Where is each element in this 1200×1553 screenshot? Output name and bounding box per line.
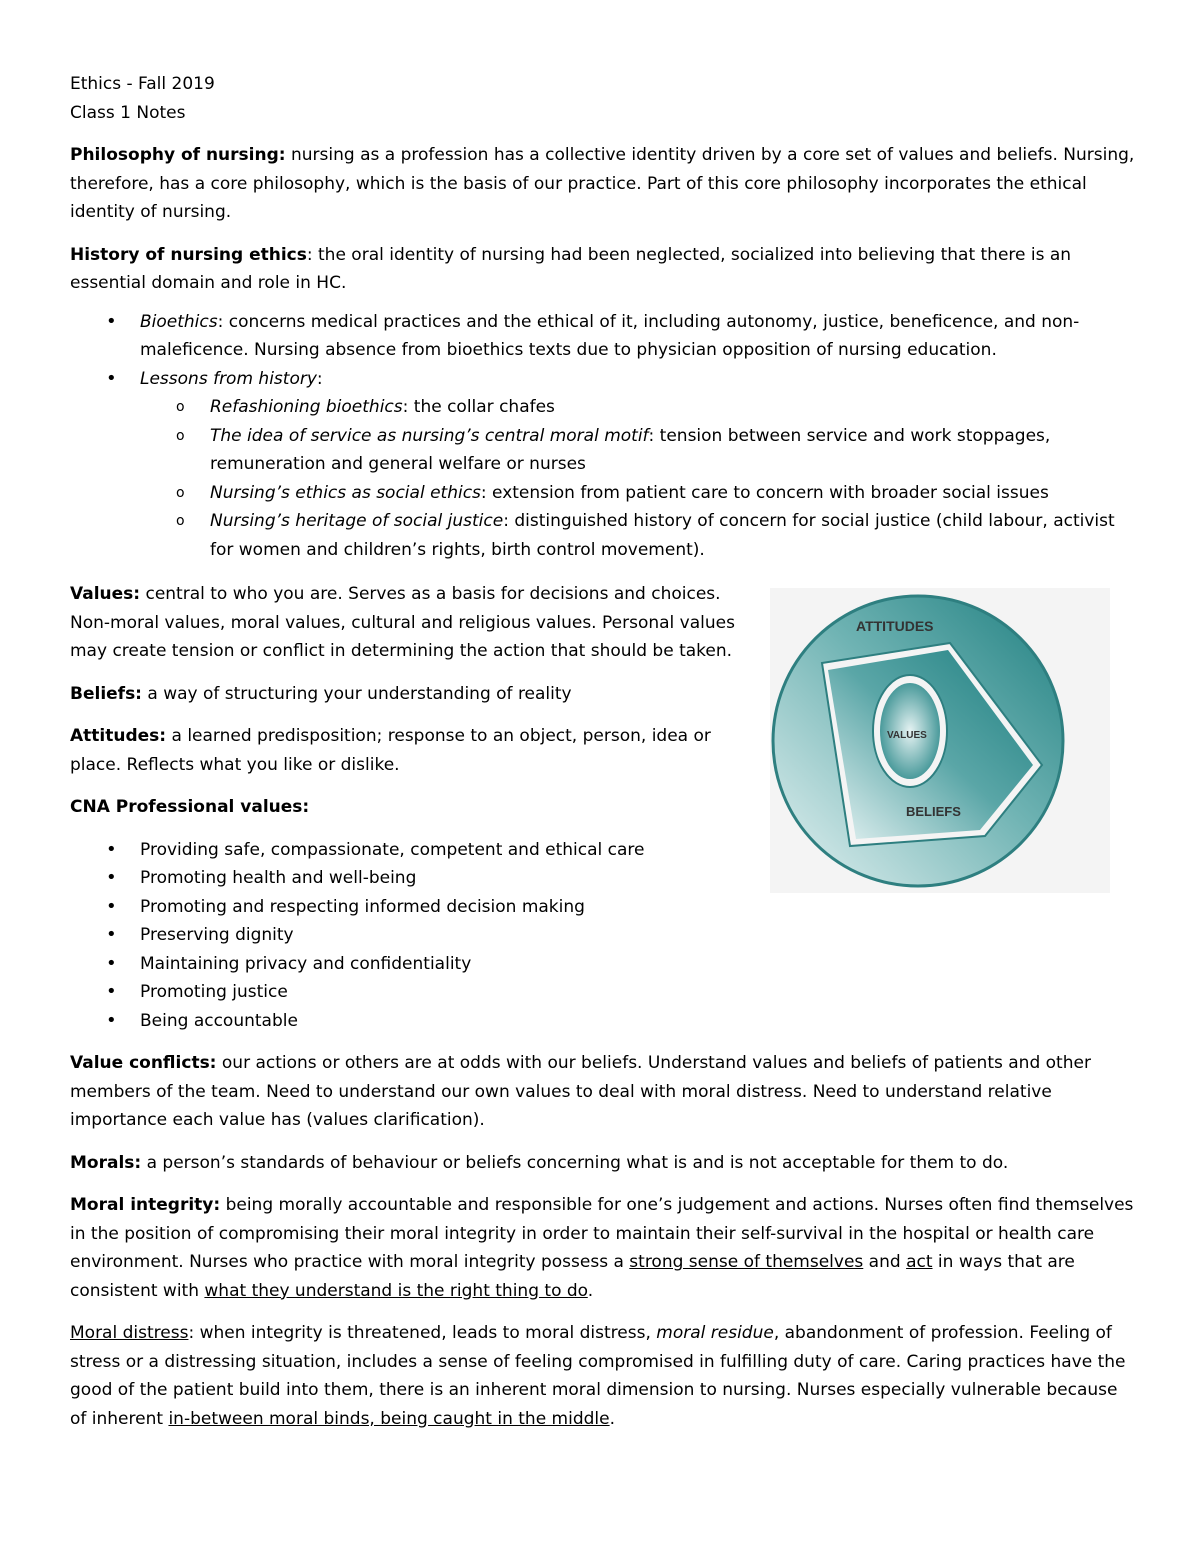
values-text: central to who you are. Serves as a basis for decisions and choices. Non-moral values, moral values, cultural and religious values. Personal values may create tension or conflict in determining the action that should be taken. (70, 584, 735, 661)
values-beliefs-attitudes-diagram (770, 588, 1110, 893)
moral-integrity-text: and (863, 1252, 907, 1272)
history-paragraph (70, 241, 1135, 298)
list-item: • Promoting and respecting informed decision making (70, 893, 1135, 922)
history-bullet-list (70, 308, 1135, 565)
sub-text: : the collar chafes (402, 397, 555, 417)
moral-distress-paragraph (70, 1319, 1135, 1433)
underlined-phrase: act (906, 1252, 933, 1272)
attitudes-text: a learned predisposition; response to an object, person, idea or place. Reflects what you like or dislike. (70, 726, 711, 775)
attitudes-term: Attitudes: (70, 726, 167, 746)
sub-term: Nursing’s heritage of social justice (210, 511, 504, 531)
moral-integrity-paragraph (70, 1191, 1135, 1305)
list-item: • Being accountable (70, 1007, 1135, 1036)
morals-paragraph (70, 1149, 1135, 1178)
moral-distress-term: Moral distress (70, 1323, 189, 1343)
list-item (140, 422, 1135, 479)
philosophy-text: nursing as a profession has a collective identity driven by a core set of values and beliefs. Nursing, therefore, has a core philosophy, which is the basis of our practice. Part of this core philosophy incorporates the ethical identity of nursing. (70, 145, 1135, 222)
list-item: • Preserving dignity (70, 921, 1135, 950)
diagram-svg (770, 588, 1110, 893)
underlined-phrase: what they understand is the right thing to do (204, 1280, 588, 1301)
moral-integrity-text: in ways that are consistent with (70, 1252, 1075, 1301)
sub-term: Refashioning bioethics (210, 397, 403, 417)
morals-term: Morals: (70, 1152, 142, 1173)
underlined-phrase: strong sense of themselves (629, 1252, 864, 1272)
moral-integrity-text: . (587, 1280, 594, 1301)
value-conflicts-term: Value conflicts: (70, 1053, 217, 1073)
italic-phrase: moral residue (656, 1323, 774, 1343)
list-item: • Providing safe, compassionate, competent and ethical care (70, 836, 1135, 865)
bioethics-text: : concerns medical practices and the ethical of it, including autonomy, justice, beneficence, and non-maleficence. Nursing absence from bioethics texts due to physician opposition of nursing education. (140, 311, 1080, 360)
beliefs-text: a way of structuring your understanding of reality (141, 683, 572, 704)
bioethics-term: Bioethics (140, 311, 218, 332)
sub-text: : distinguished history of concern for social justice (child labour, activist for women and children’s rights, birth control movement). (210, 511, 1115, 560)
list-item (70, 308, 1135, 365)
moral-distress-text: : when integrity is threatened, leads to moral distress, (188, 1323, 657, 1343)
list-item (140, 479, 1135, 508)
history-text: : the oral identity of nursing had been neglected, socialized into believing that there is an essential domain and role in HC. (70, 244, 1072, 293)
moral-integrity-text: being morally accountable and responsible for one’s judgement and actions. Nurses often find themselves in the position of compromising their moral integrity in order to maintain their self-survival in the hospital or health care environment. Nurses who practice with moral integrity possess a (70, 1195, 1134, 1272)
underlined-phrase: in-between moral binds, being caught in the middle (168, 1408, 610, 1429)
list-item: • Maintaining privacy and confidentiality (70, 950, 1135, 979)
morals-text: a person’s standards of behaviour or beliefs concerning what is and is not acceptable for them to do. (141, 1152, 1009, 1173)
sub-text: : tension between service and work stoppages, remuneration and general welfare or nurses (210, 425, 1051, 474)
attitudes-label: ATTITUDES (856, 618, 934, 634)
sub-term: Nursing’s ethics as social ethics (210, 482, 481, 503)
value-conflicts-paragraph (70, 1049, 1135, 1135)
attitudes-paragraph (70, 722, 760, 779)
philosophy-paragraph (70, 141, 1135, 227)
beliefs-label: BELIEFS (906, 804, 961, 819)
moral-integrity-term: Moral integrity: (70, 1195, 221, 1215)
sub-text: : extension from patient care to concern with broader social issues (480, 482, 1049, 503)
values-paragraph (70, 580, 760, 666)
values-label: VALUES (887, 730, 927, 741)
value-conflicts-text: our actions or others are at odds with our beliefs. Understand values and beliefs of patients and other members of the team. Need to understand our own values to deal with moral distress. Need to understand relative importance each value has (values clarification). (70, 1053, 1091, 1130)
lessons-text: : (316, 368, 323, 389)
document-subtitle: Class 1 Notes (70, 102, 186, 123)
list-item: • Promoting health and well-being (70, 864, 1135, 893)
moral-distress-text: . (609, 1408, 616, 1429)
list-item (70, 365, 1135, 565)
beliefs-term: Beliefs: (70, 683, 142, 704)
values-term: Values: (70, 584, 141, 604)
list-item (140, 393, 1135, 422)
lessons-sub-list (140, 393, 1135, 564)
document-title: Ethics - Fall 2019 (70, 74, 215, 94)
sub-term: The idea of service as nursing’s central moral motif (210, 425, 649, 446)
beliefs-paragraph (70, 680, 760, 709)
list-item: • Promoting justice (70, 978, 1135, 1007)
cna-heading-text: CNA Professional values: (70, 797, 310, 817)
lessons-term: Lessons from history (140, 368, 317, 389)
philosophy-term: Philosophy of nursing: (70, 145, 286, 165)
history-term: History of nursing ethics (70, 244, 307, 265)
list-item (140, 507, 1135, 564)
moral-distress-text: , abandonment of profession. Feeling of stress or a distressing situation, includes a sense of feeling compromised in fulfilling duty of care. Caring practices have the good of the patient build into them, there is an inherent moral dimension to nursing. Nurses especially vulnerable because of inherent (70, 1323, 1126, 1429)
